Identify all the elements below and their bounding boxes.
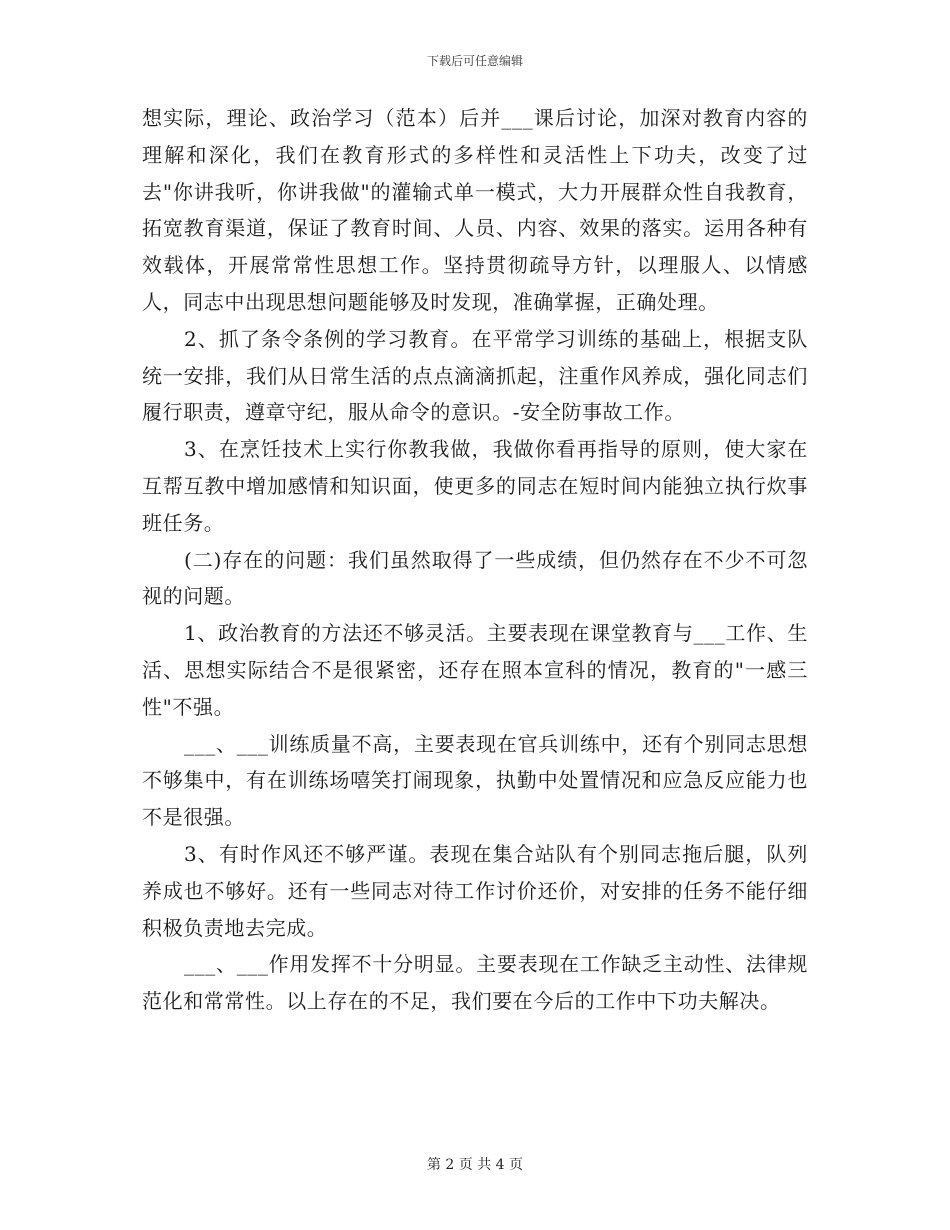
paragraph-section-problems: (二)存在的问题：我们虽然取得了一些成绩，但仍然存在不少不可忽视的问题。 [142, 547, 808, 609]
paragraph-problem-1: 1、政治教育的方法还不够灵活。主要表现在课堂教育与___工作、生活、思想实际结合不是很紧密，还存在照本宣科的情况，教育的"一感三性"不强。 [142, 621, 808, 719]
document-body [142, 100, 808, 1020]
paragraph-problem-4: ___、___作用发挥不十分明显。主要表现在工作缺乏主动性、法律规范化和常常性。以上存在的不足，我们要在今后的工作中下功夫解决。 [142, 952, 808, 1014]
paragraph-continuation: 想实际，理论、政治学习（范本）后并___课后讨论，加深对教育内容的理解和深化，我们在教育形式的多样性和灵活性上下功夫，改变了过去"你讲我听，你讲我做"的灌输式单一模式，大力开展群众性自我教育，拓宽教育渠道，保证了教育时间、人员、内容、效果的落实。运用各种有效载体，开展常常性思想工作。坚持贯彻疏导方针，以理服人、以情感人，同志中出现思想问题能够及时发现，准确掌握，正确处理。 [142, 106, 808, 314]
paragraph-item-2: 2、抓了条令条例的学习教育。在平常学习训练的基础上，根据支队统一安排，我们从日常生活的点点滴滴抓起，注重作风养成，强化同志们履行职责，遵章守纪，服从命令的意识。-安全防事故工作。 [142, 326, 808, 425]
paragraph-item-3: 3、在烹饪技术上实行你教我做，我做你看再指导的原则，使大家在互帮互教中增加感情和知识面，使更多的同志在短时间内能独立执行炊事班任务。 [142, 437, 808, 535]
page-header: 下载后可任意编辑 [426, 54, 523, 68]
page-number: 第 2 页 共 4 页 [426, 1157, 524, 1173]
paragraph-problem-3: 3、有时作风还不够严谨。表现在集合站队有个别同志拖后腿，队列养成也不够好。还有一些同志对待工作讨价还价，对安排的任务不能仔细积极负责地去完成。 [142, 841, 808, 940]
paragraph-problem-2: ___、___训练质量不高，主要表现在官兵训练中，还有个别同志思想不够集中，有在训练场嘻笑打闹现象，执勤中处置情况和应急反应能力也不是很强。 [142, 731, 808, 830]
